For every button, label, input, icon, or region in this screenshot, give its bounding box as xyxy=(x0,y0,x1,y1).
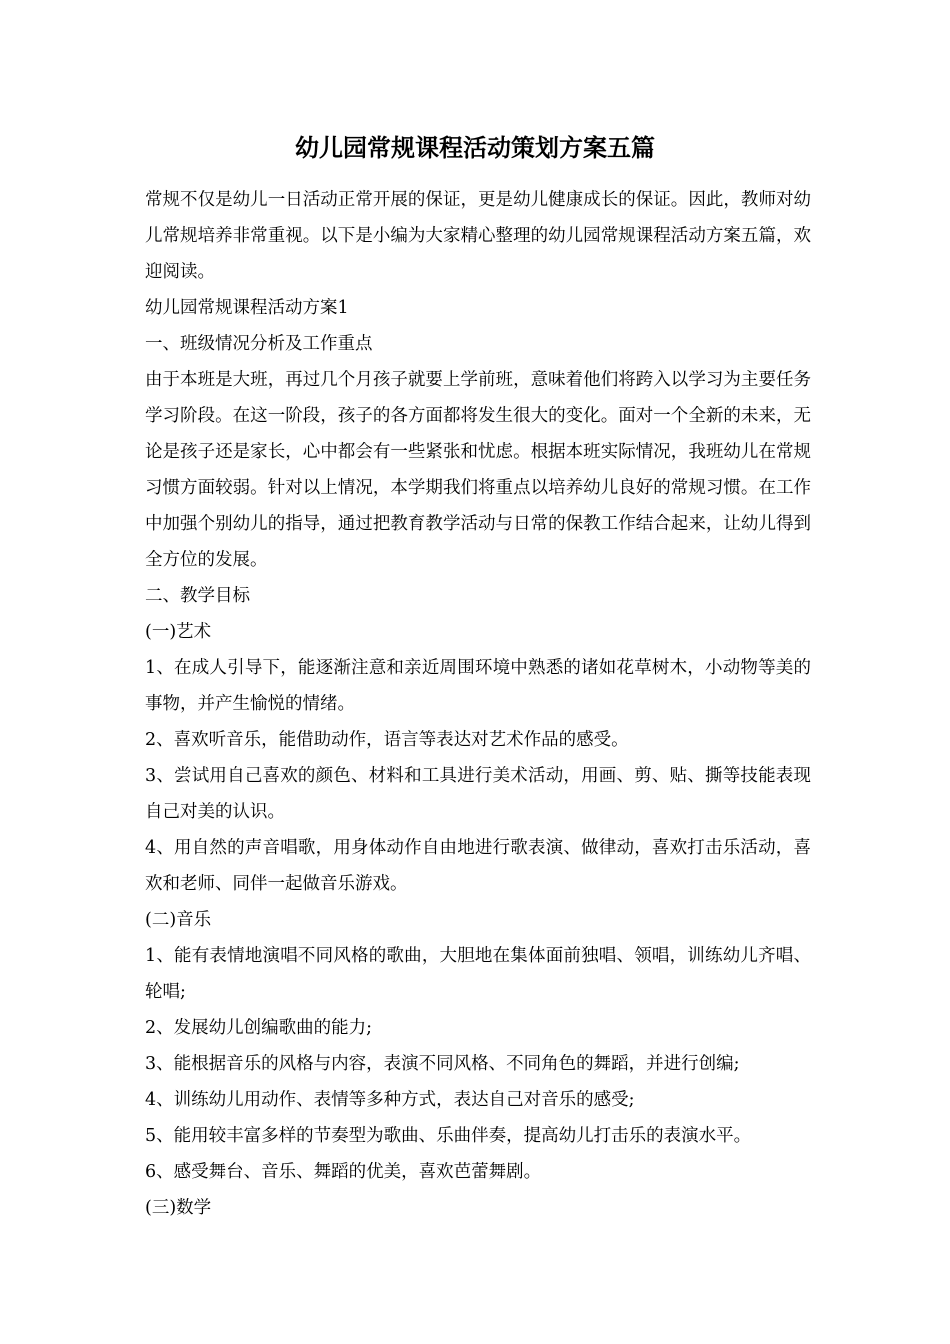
list-item: 3、尝试用自己喜欢的颜色、材料和工具进行美术活动，用画、剪、贴、撕等技能表现自己对美的认识。 xyxy=(145,766,811,822)
section-heading: 幼儿园常规课程活动方案1 xyxy=(145,298,349,318)
category-heading: (一)艺术 xyxy=(145,622,212,642)
body-paragraph: 由于本班是大班，再过几个月孩子就要上学前班，意味着他们将跨入以学习为主要任务学习阶段。在这一阶段，孩子的各方面都将发生很大的变化。面对一个全新的未来，无论是孩子还是家长，心中都会有一些紧张和忧虑。根据本班实际情况，我班幼儿在常规习惯方面较弱。针对以上情况，本学期我们将重点以培养幼儿良好的常规习惯。在工作中加强个别幼儿的指导，通过把教育教学活动与日常的保教工作结合起来，让幼儿得到全方位的发展。 xyxy=(145,370,811,570)
list-item: 1、在成人引导下，能逐渐注意和亲近周围环境中熟悉的诸如花草树木，小动物等美的事物，并产生愉悦的情绪。 xyxy=(145,658,811,714)
document-title: 幼儿园常规课程活动策划方案五篇 xyxy=(295,133,655,162)
subsection-heading: 一、班级情况分析及工作重点 xyxy=(145,334,373,354)
category-heading: (二)音乐 xyxy=(145,910,212,930)
list-item: 4、用自然的声音唱歌，用身体动作自由地进行歌表演、做律动，喜欢打击乐活动，喜欢和老师、同伴一起做音乐游戏。 xyxy=(145,838,811,894)
intro-paragraph: 常规不仅是幼儿一日活动正常开展的保证，更是幼儿健康成长的保证。因此，教师对幼儿常规培养非常重视。以下是小编为大家精心整理的幼儿园常规课程活动方案五篇，欢迎阅读。 xyxy=(145,190,811,282)
list-item: 6、感受舞台、音乐、舞蹈的优美，喜欢芭蕾舞剧。 xyxy=(145,1162,542,1182)
category-heading: (三)数学 xyxy=(145,1198,212,1218)
list-item: 2、发展幼儿创编歌曲的能力; xyxy=(145,1018,373,1038)
list-item: 3、能根据音乐的风格与内容，表演不同风格、不同角色的舞蹈，并进行创编; xyxy=(145,1054,740,1074)
subsection-heading: 二、教学目标 xyxy=(145,586,250,606)
list-item: 2、喜欢听音乐，能借助动作，语言等表达对艺术作品的感受。 xyxy=(145,730,629,750)
document-body xyxy=(145,182,811,1226)
list-item: 1、能有表情地演唱不同风格的歌曲，大胆地在集体面前独唱、领唱，训练幼儿齐唱、轮唱; xyxy=(145,946,811,1002)
list-item: 4、训练幼儿用动作、表情等多种方式，表达自己对音乐的感受; xyxy=(145,1090,635,1110)
list-item: 5、能用较丰富多样的节奏型为歌曲、乐曲伴奏，提高幼儿打击乐的表演水平。 xyxy=(145,1126,752,1146)
